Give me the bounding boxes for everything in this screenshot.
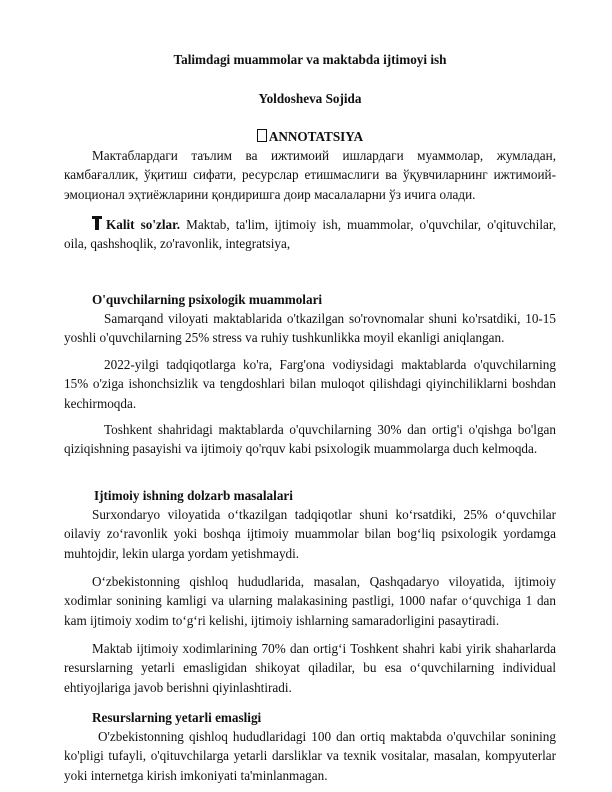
section-heading-psychological: O'quvchilarning psixologik muammolari [92, 292, 323, 307]
keywords-text: Maktab, ta'lim, ijtimoiy ish, muammolar, o'quvchilar, o'qituvchilar, oila, qashshoqlik, zo'ravonlik, integratsiya, [64, 217, 556, 252]
section-heading-social-work: Ijtimoiy ishning dolzarb masalalari [94, 488, 293, 503]
section1-paragraph-2: 2022-yilgi tadqiqotlarga ko'ra, Farg'ona vodiysidagi maktablarda o'quvchilarning 15% o'ziga ishonchsizlik va tengdoshlari bilan muloqot qilishdagi qiyinchiliklarni boshdan kechirmoqda. [64, 357, 556, 411]
missing-glyph-icon [257, 129, 267, 142]
annotation-heading-text: ANNOTATSIYA [268, 129, 364, 144]
author-name: Yoldosheva Sojida [258, 91, 362, 106]
section2-paragraph-1: Surxondaryo viloyatida o‘tkazilgan tadqiqotlar shuni ko‘rsatdiki, 25% o‘quvchilar oilaviy zo‘ravonlik yoki boshqa ijtimoiy muammolar bilan bog‘liq psixologik yordamga muhtojdir, lekin ularga yordam yetishmaydi. [64, 507, 556, 561]
section-heading-resources: Resurslarning yetarli emasligi [92, 710, 262, 725]
pushpin-icon [92, 216, 102, 230]
annotation-heading [64, 127, 556, 146]
section2-paragraph-3: Maktab ijtimoiy xodimlarining 70% dan ortig‘i Toshkent shahri kabi yirik shaharlarda resurslarning yetarli emasligidan shikoyat qiladilar, bu esa o‘quvchilarning individual ehtiyojlariga javob berishni qiyinlashtiradi. [64, 641, 556, 695]
keywords-label: Kalit so'zlar. [106, 217, 181, 232]
section3-paragraph-1: O'zbekistonning qishloq hududlaridagi 100 dan ortiq maktabda o'quvchilar sonining ko'pligi tufayli, o'qituvchilarga yetarli darsliklar va texnik vositalar, masalan, kompyuterlar yoki internetga kirish imkoniyati ta'minlanmagan. [64, 729, 556, 783]
annotation-text: Мактаблардаги таълим ва ижтимоий ишлардаги муаммолар, жумладан, камбағаллик, ўқитиш сифати, ресурслар етишмаслиги ва ўқувчиларнинг ижтимоий-эмоционал эҳтиёжларини қондиришга доир масалаларни ўз ичига олади. [64, 148, 556, 202]
keywords-paragraph [64, 215, 556, 254]
section1-paragraph-3: Toshkent shahridagi maktablarda o'quvchilarning 30% dan ortig'i o'qishga bo'lgan qiziqishning pasayishi va ijtimoiy qo'rquv kabi psixologik muammolarga duch kelmoqda. [64, 422, 556, 457]
section1-paragraph-1: Samarqand viloyati maktablarida o'tkazilgan so'rovnomalar shuni ko'rsatdiki, 10-15 yoshli o'quvchilarning 25% stress va ruhiy tushkunlikka moyil ekanligi aniqlangan. [64, 311, 556, 346]
section2-paragraph-2: O‘zbekistonning qishloq hududlarida, masalan, Qashqadaryo viloyatida, ijtimoiy xodimlar sonining kamligi va ularning malakasining pastligi, 1000 nafar o‘quvchiga 1 dan kam ijtimoiy xodim to‘g‘ri kelishi, ijtimoiy ishlarning samaradorligini pasaytiradi. [64, 574, 556, 628]
paper-title: Talimdagi muammolar va maktabda ijtimoyi ish [173, 52, 447, 67]
